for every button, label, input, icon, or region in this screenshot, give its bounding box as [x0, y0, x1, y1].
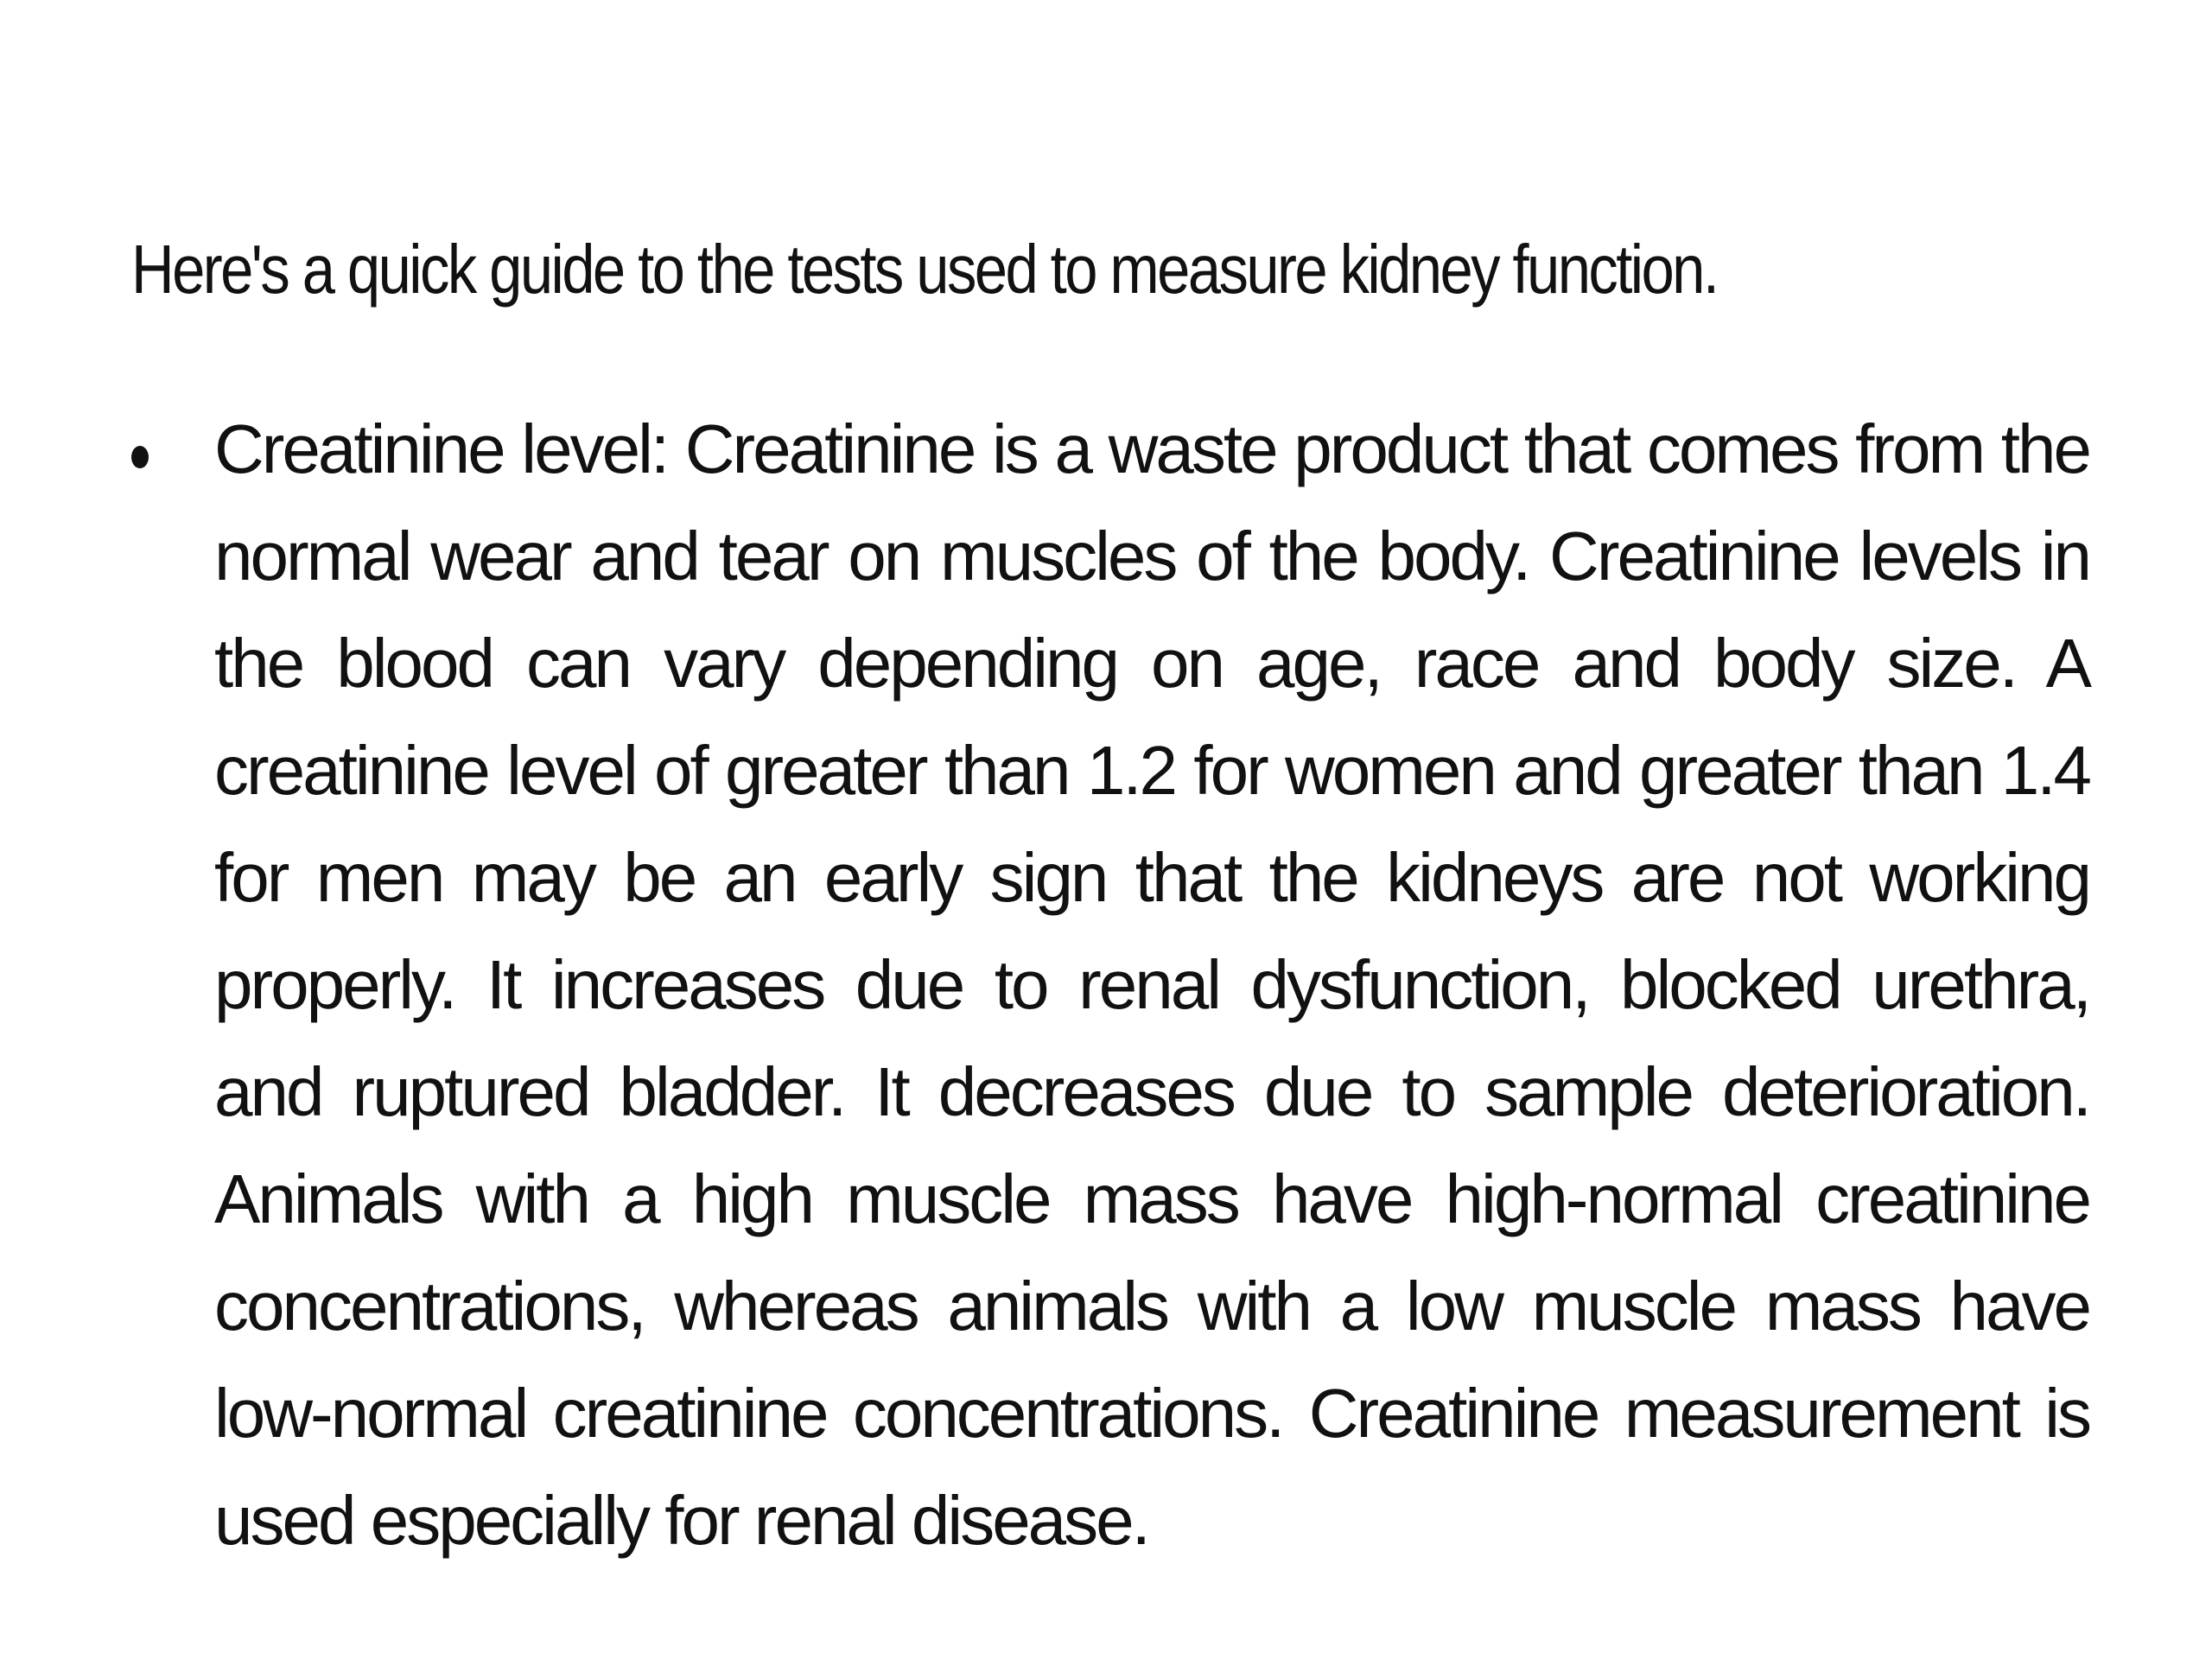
list-item [131, 396, 2093, 1574]
creatinine-level-text: Creatinine level: Creatinine is a waste product that comes from the normal wear and tear on muscles of the body. Creatinine levels in the blood can vary depending on age, race and body size. A creatinine level of greater than 1.2 for women and greater than 1.4 for men may be an early sign that the kidneys are not working properly. It increases due to renal dysfunction, blocked urethra, and ruptured bladder. It decreases due to sample deterioration. Animals with a high muscle mass have high-normal creatinine concentrations, whereas animals with a low muscle mass have low-normal creatinine concentrations. Creatinine measurement is used especially for renal disease. [214, 410, 2089, 1559]
intro-text: Here's a quick guide to the tests used to measure kidney function. [131, 231, 1718, 308]
bullet-icon [131, 446, 149, 468]
bullet-list [131, 396, 2093, 1574]
